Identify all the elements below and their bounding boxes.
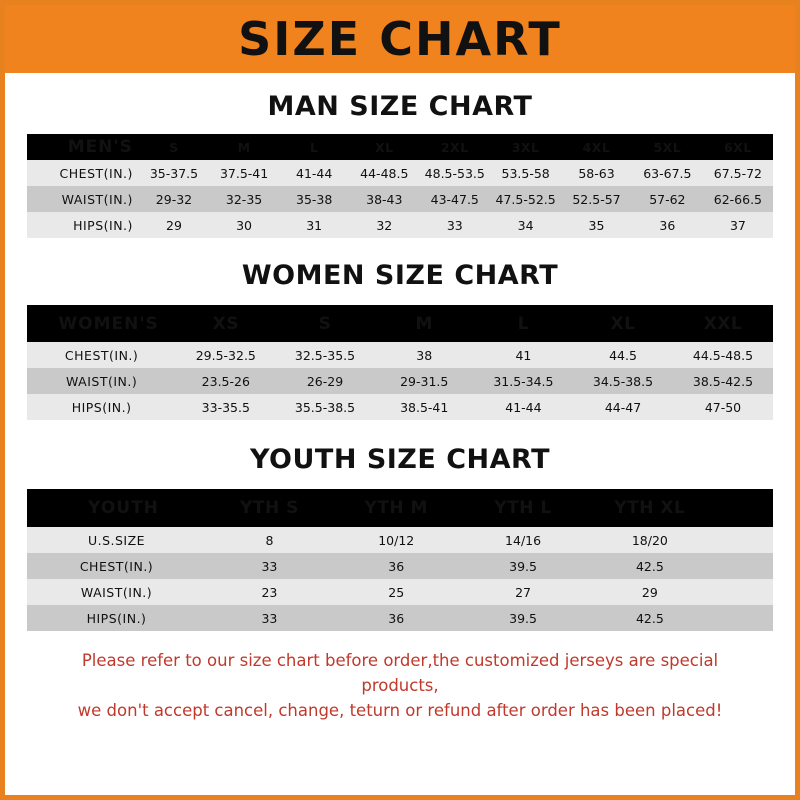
women-row-hips-label: HIPS(IN.) [27,394,176,420]
cell: 43-47.5 [419,186,490,212]
men-col-s: S [139,134,209,160]
youth-col-spacer [713,489,773,527]
women-col-s: S [275,305,374,342]
cell: 36 [333,553,460,579]
youth-row-hips-label: HIPS(IN.) [27,605,206,631]
youth-col-m: YTH M [333,489,460,527]
youth-header-label: YOUTH [27,489,206,527]
table-row [27,212,773,238]
cell: 39.5 [460,553,587,579]
cell: 30 [209,212,279,238]
cell-spacer [713,579,773,605]
cell: 41 [474,342,573,368]
table-row [27,160,773,186]
cell: 33 [206,553,333,579]
cell: 38.5-41 [375,394,474,420]
cell-spacer [713,553,773,579]
youth-col-l: YTH L [460,489,587,527]
cell: 35-38 [279,186,349,212]
cell: 29-32 [139,186,209,212]
cell: 62-66.5 [703,186,773,212]
cell: 32-35 [209,186,279,212]
table-row [27,553,773,579]
table-row [27,186,773,212]
men-col-m: M [209,134,279,160]
women-row-chest-label: CHEST(IN.) [27,342,176,368]
cell: 67.5-72 [703,160,773,186]
women-col-xs: XS [176,305,275,342]
men-row-chest-label: CHEST(IN.) [27,160,139,186]
men-col-5xl: 5XL [632,134,703,160]
cell: 36 [632,212,703,238]
women-row-waist-label: WAIST(IN.) [27,368,176,394]
cell: 26-29 [275,368,374,394]
cell: 53.5-58 [490,160,561,186]
cell: 29.5-32.5 [176,342,275,368]
cell: 35 [561,212,632,238]
cell: 42.5 [586,553,713,579]
men-col-l: L [279,134,349,160]
cell: 44.5-48.5 [673,342,773,368]
table-row [27,605,773,631]
women-header-label: WOMEN'S [27,305,176,342]
cell: 23 [206,579,333,605]
men-header-label: MEN'S [27,134,139,160]
cell: 35.5-38.5 [275,394,374,420]
cell: 35-37.5 [139,160,209,186]
men-col-4xl: 4XL [561,134,632,160]
youth-col-xl: YTH XL [586,489,713,527]
cell: 38 [375,342,474,368]
cell: 31 [279,212,349,238]
men-col-xl: XL [349,134,419,160]
cell: 38.5-42.5 [673,368,773,394]
cell: 38-43 [349,186,419,212]
cell: 18/20 [586,527,713,553]
youth-size-table [27,489,773,631]
cell-spacer [713,527,773,553]
men-col-2xl: 2XL [419,134,490,160]
cell: 63-67.5 [632,160,703,186]
women-col-m: M [375,305,474,342]
page-title: SIZE CHART [238,12,562,66]
cell: 52.5-57 [561,186,632,212]
cell: 8 [206,527,333,553]
cell: 25 [333,579,460,605]
cell: 29 [139,212,209,238]
notice [41,649,759,723]
youth-row-chest-label: CHEST(IN.) [27,553,206,579]
cell: 44-47 [573,394,673,420]
cell: 37.5-41 [209,160,279,186]
cell: 48.5-53.5 [419,160,490,186]
cell: 39.5 [460,605,587,631]
cell: 31.5-34.5 [474,368,573,394]
cell: 33 [206,605,333,631]
women-col-l: L [474,305,573,342]
youth-row-waist-label: WAIST(IN.) [27,579,206,605]
cell: 34.5-38.5 [573,368,673,394]
cell: 42.5 [586,605,713,631]
men-section-title: MAN SIZE CHART [267,91,533,122]
table-row [27,527,773,553]
table-row [27,394,773,420]
cell: 57-62 [632,186,703,212]
cell: 10/12 [333,527,460,553]
women-col-xxl: XXL [673,305,773,342]
cell: 41-44 [474,394,573,420]
cell: 33 [419,212,490,238]
men-row-waist-label: WAIST(IN.) [27,186,139,212]
cell-spacer [713,605,773,631]
men-header-row [27,134,773,160]
cell: 27 [460,579,587,605]
men-size-table [27,134,773,238]
cell: 14/16 [460,527,587,553]
table-row [27,342,773,368]
table-row [27,579,773,605]
table-row [27,368,773,394]
women-size-table [27,305,773,420]
cell: 37 [703,212,773,238]
youth-section-title: YOUTH SIZE CHART [249,444,551,475]
cell: 29 [586,579,713,605]
cell: 32 [349,212,419,238]
youth-col-s: YTH S [206,489,333,527]
cell: 44.5 [573,342,673,368]
men-col-6xl: 6XL [703,134,773,160]
cell: 58-63 [561,160,632,186]
men-col-3xl: 3XL [490,134,561,160]
cell: 34 [490,212,561,238]
cell: 32.5-35.5 [275,342,374,368]
cell: 41-44 [279,160,349,186]
cell: 44-48.5 [349,160,419,186]
cell: 47.5-52.5 [490,186,561,212]
banner [5,5,795,73]
notice-line-2: we don't accept cancel, change, teturn or refund after order has been placed! [77,700,723,720]
content [5,91,795,723]
women-col-xl: XL [573,305,673,342]
cell: 47-50 [673,394,773,420]
women-header-row [27,305,773,342]
cell: 29-31.5 [375,368,474,394]
cell: 33-35.5 [176,394,275,420]
cell: 23.5-26 [176,368,275,394]
cell: 36 [333,605,460,631]
youth-row-ussize-label: U.S.SIZE [27,527,206,553]
women-section-title: WOMEN SIZE CHART [241,260,559,291]
youth-header-row [27,489,773,527]
notice-line-1: Please refer to our size chart before order,the customized jerseys are special products, [81,651,719,695]
men-row-hips-label: HIPS(IN.) [27,212,139,238]
